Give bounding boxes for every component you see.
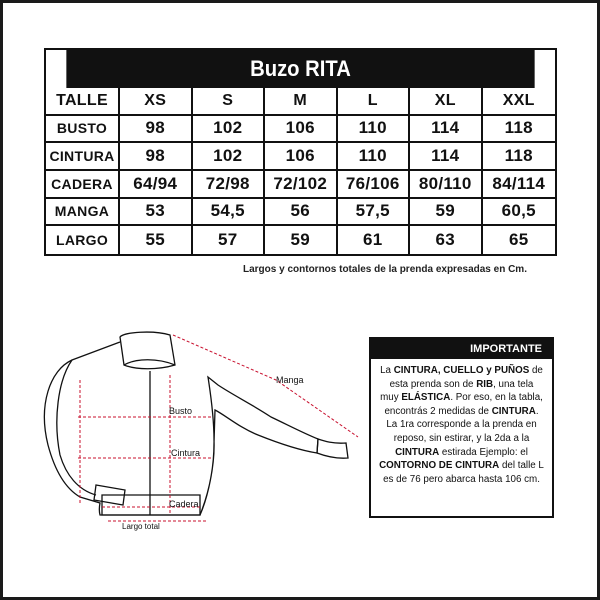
header-size: XXL [483,88,556,116]
row-label: CADERA [46,171,120,199]
right-cuff [317,439,348,458]
important-text-5: . La 1ra corresponde a la prenda en reposo, sin estirar, y la 2da a la [386,405,539,444]
label-manga: Manga [276,375,304,385]
table-cell: 72/102 [265,171,338,199]
table-cell: 55 [120,226,193,254]
important-text-5b: CINTURA [395,446,440,458]
important-box [369,337,554,518]
header-size: S [193,88,266,116]
table-cell: 60,5 [483,199,556,227]
header-size: L [338,88,411,116]
important-text-1b: CINTURA, CUELLO y PUÑOS [393,365,530,376]
important-text-3: , una tela muy [380,378,534,404]
table-cell: 65 [508,230,529,250]
table-cell: 59 [265,226,338,254]
table-cell: 106 [265,116,338,144]
sweater-diagram [28,325,368,540]
left-sleeve [57,360,96,495]
table-cell: 57 [193,226,266,254]
sweater-body [44,342,318,515]
table-cell: 102 [193,116,266,144]
table-cell: 114 [410,116,483,144]
important-text-4: . Por eso, en la tabla, encontrás 2 medidas de [384,392,543,417]
important-text-3b: ELÁSTICA [401,392,451,404]
row-label: CINTURA [46,143,120,171]
label-cadera: Cadera [169,499,199,509]
table-cell: 84/114 [483,171,556,199]
footnote: Largos y contornos totales de la prenda expresadas en Cm. [243,264,527,275]
size-grid [46,88,555,254]
label-largo: Largo total [122,522,160,531]
table-cell: 76/106 [338,171,411,199]
header-size: XS [120,88,193,116]
table-cell: 106 [265,143,338,171]
size-chart-table [44,48,557,256]
header-size: XL [410,88,483,116]
table-title: Buzo RITA [66,50,534,88]
table-cell: 98 [120,116,193,144]
collar-inner [124,360,175,365]
row-label: LARGO [46,226,120,254]
important-text-2: de esta prenda son de [389,365,543,390]
important-text-6: estirada Ejemplo: el [439,446,528,458]
table-cell: 72/98 [193,171,266,199]
table-cell: 56 [265,199,338,227]
table-cell: 114 [410,143,483,171]
table-cell: 54,5 [193,199,266,227]
table-cell: 63 [410,226,483,254]
row-label: MANGA [46,199,120,227]
table-cell: 118 [483,143,556,171]
table-cell: 53 [120,199,193,227]
label-busto: Busto [169,406,193,416]
table-cell: 118 [483,116,556,144]
table-cell: 98 [120,143,193,171]
important-text [371,359,552,486]
header-size: M [265,88,338,116]
table-cell: 57,5 [338,199,411,227]
important-text-7: del talle L es de 76 pero abarca hasta 106 cm. [383,460,544,485]
table-cell: 110 [338,143,411,171]
table-cell: 59 [410,199,483,227]
important-title: IMPORTANTE [371,339,552,359]
table-cell: 80/110 [410,171,483,199]
header-size-label: TALLE [46,88,120,116]
important-text-2b: RIB [476,378,494,390]
important-text-4b: CINTURA [491,405,536,417]
row-label: BUSTO [46,116,120,144]
table-cell: 102 [193,143,266,171]
important-text-1: La [380,365,394,376]
table-cell: 110 [338,116,411,144]
important-text-6b: CONTORNO DE CINTURA [379,460,500,472]
label-cintura: Cintura [171,448,201,458]
table-cell: 64/94 [120,171,193,199]
measure-lines [78,335,358,521]
table-cell: 61 [338,226,411,254]
